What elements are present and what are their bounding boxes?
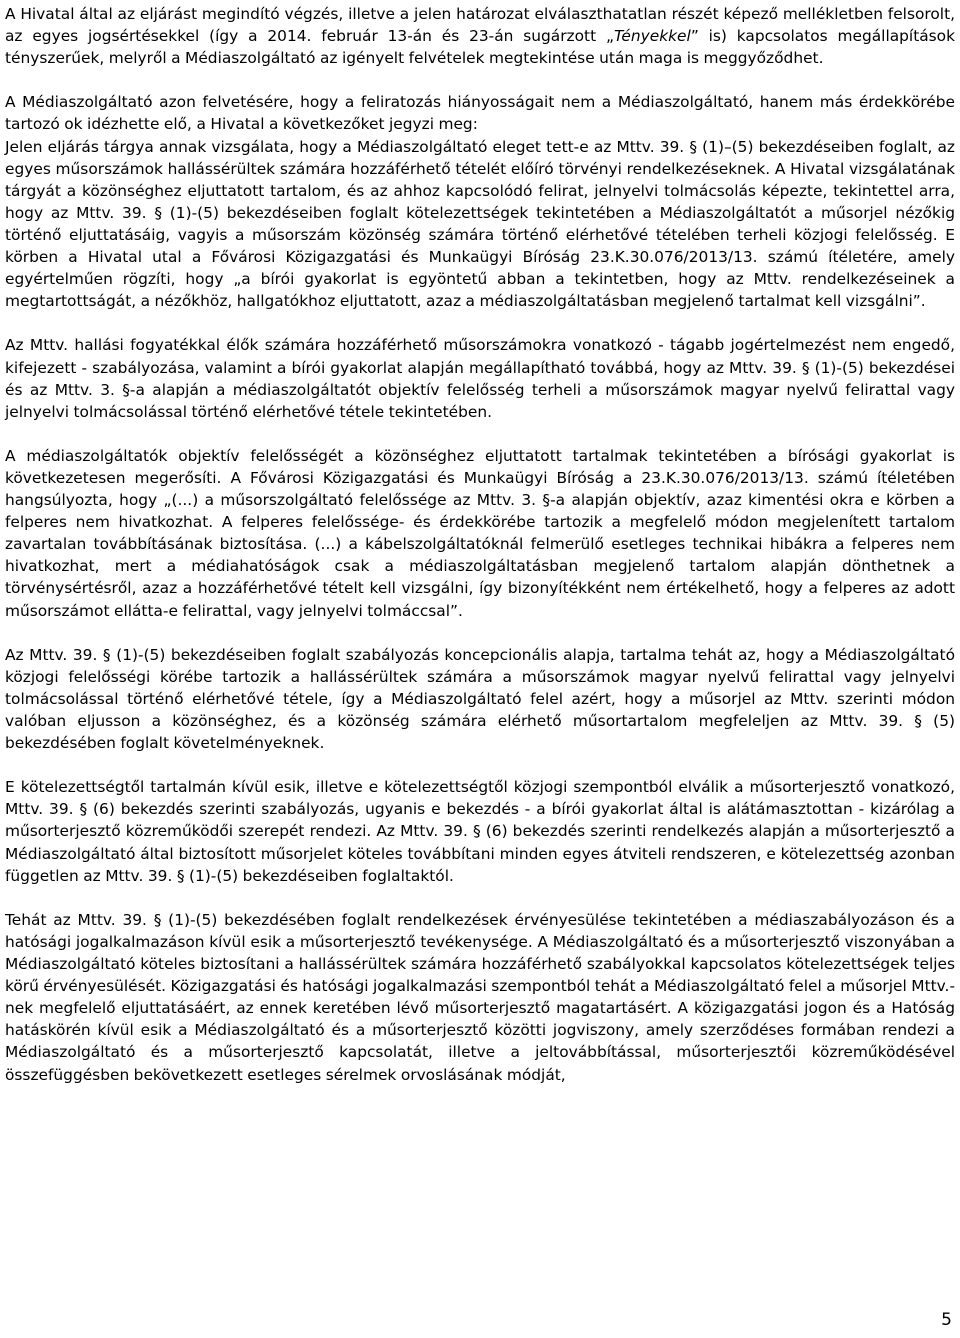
- paragraph-6: Az Mttv. 39. § (1)-(5) bekezdéseiben foglalt szabályozás koncepcionális alapja, tartalma tehát az, hogy a Médiaszolgáltató közjogi felelősségi körébe tartozik a hallássérültek számára a műsorszámok magyar nyelvű felirattal vagy jelnyelvi tolmácsolással történő elérhetővé tétele, így a Médiaszolgáltató felel azért, hogy a műsorjel az Mttv. szerinti módon valóban eljusson a közönséghez, és a közönség számára elérhető műsortartalom megfeleljen az Mttv. 39. § (5) bekezdésében foglalt követelményeknek.: [5, 645, 955, 753]
- paragraph-4: Az Mttv. hallási fogyatékkal élők számára hozzáférhető műsorszámokra vonatkozó - tágabb jogértelmezést nem engedő, kifejezett - szabályozása, valamint a bírói gyakorlat alapján megállapítható továbbá, hogy az Mttv. 39. § (1)-(5) bekezdései és az Mttv. 3. §-a alapján a médiaszolgáltatót objektív felelősség terheli a műsorszámok magyar nyelvű felirattal vagy jelnyelvi tolmácsolással történő elérhetővé tétele tekintetében.: [5, 336, 955, 421]
- paragraph-5: A médiaszolgáltatók objektív felelősségét a közönséghez eljuttatott tartalmak tekintetében a bírósági gyakorlat is következetesen megerősíti. A Fővárosi Közigazgatási és Munkaügyi Bíróság a 23.K.30.076/2013/13. számú ítéletében hangsúlyozta, hogy „(...) a műsorszolgáltató felelőssége az Mttv. 3. §-a alapján objektív, azaz kimentési okra e körben a felperes nem hivatkozhat. A felperes felelőssége- és érdekkörébe tartozik a megfelelő módon megjelenített tartalom zavartalan továbbításának biztosítása. (...) a kábelszolgáltatóknál felmerülő esetleges technikai hibákra a felperes nem hivatkozhat, mert a médiahatóságok csak a médiaszolgáltatásban megjelenő tartalom alapján dönthetnek a törvénysértésről, azaz a hozzáférhetővé tételt kell vizsgálni, így bizonyítékként nem értékelhető, hogy a felperes az adott műsorszámot ellátta-e felirattal, vagy jelnyelvi tolmáccsal”.: [5, 446, 955, 620]
- paragraph-1: [5, 3, 955, 69]
- paragraph-3: Jelen eljárás tárgya annak vizsgálata, hogy a Médiaszolgáltató eleget tett-e az Mttv. 39. § (1)–(5) bekezdéseiben foglalt, az egyes műsorszámok hallássérültek számára hozzáférhető tételét előíró törvényi rendelkezéseknek. A Hivatal vizsgálatának tárgyát a közönséghez eljuttatott tartalom, és az ahhoz kapcsolódó felirat, jelnyelvi tolmácsolás képezte, tekintettel arra, hogy az Mttv. 39. § (1)-(5) bekezdéseiben foglalt kötelezettségek tekintetében a Médiaszolgáltatót a műsorjel nézőkig történő eljuttatásáig, vagyis a műsorszám közönség számára történő elérhetővé tételében terheli közjogi felelősség. E körben a Hivatal utal a Fővárosi Közigazgatási és Munkaügyi Bíróság 23.K.30.076/2013/13. számú ítéletére, amely egyértelműen rögzíti, hogy „a bírói gyakorlat is egyöntetű abban a tekintetben, hogy az Mttv. rendelkezéseinek a megtartottságát, a nézőkhöz, hallgatókhoz eljuttatott, azaz a médiaszolgáltatásban megjelenő tartalmat kell vizsgálni”.: [5, 137, 955, 311]
- page-number: 5: [941, 1310, 952, 1330]
- paragraph-1-text-a: A Hivatal által az eljárást megindító végzés, illetve a jelen határozat elválaszthatatlan részét képező mellékletben felsorolt, az egyes jogsértésekkel (így a 2014. február 13-án és 23-án sugárzott „: [5, 5, 955, 46]
- paragraph-2: A Médiaszolgáltató azon felvetésére, hogy a feliratozás hiányosságait nem a Médiaszolgáltató, hanem más érdekkörébe tartozó ok idézhette elő, a Hivatal a következőket jegyzi meg:: [5, 93, 955, 134]
- document-page: [5, 3, 955, 1086]
- paragraph-8: Tehát az Mttv. 39. § (1)-(5) bekezdésében foglalt rendelkezések érvényesülése tekintetében a médiaszabályozáson és a hatósági jogalkalmazáson kívül esik a műsorterjesztő tevékenysége. A Médiaszolgáltató és a műsorterjesztő viszonyában a Médiaszolgáltató köteles biztosítani a hallássérültek számára hozzáférhető szabályokkal kapcsolatos kötelezettségek teljes körű érvényesülését. Közigazgatási és hatósági jogalkalmazási szempontból tehát a Médiaszolgáltató felel a műsorjel Mttv.-nek megfelelő eljuttatásáért, az ennek keretében lévő műsorterjesztő magatartásért. A közigazgatási jogon és a Hatóság hatáskörén kívül esik a Médiaszolgáltató és a műsorterjesztő közötti jogviszony, amely szerződéses formában rendezi a Médiaszolgáltató és a műsorterjesztő kapcsolatát, illetve a jeltovábbítással, műsorterjesztői közreműködésével összefüggésben bekövetkezett esetleges sérelmek orvoslásának módját,: [5, 910, 955, 1084]
- paragraph-7: E kötelezettségtől tartalmán kívül esik, illetve e kötelezettségtől közjogi szempontból elválik a műsorterjesztő vonatkozó, Mttv. 39. § (6) bekezdés szerinti szabályozás, ugyanis e bekezdés - a bírói gyakorlat által is alátámasztottan - kizárólag a műsorterjesztő közreműködői szerepét rendezi. Az Mttv. 39. § (6) bekezdés szerinti rendelkezés alapján a műsorterjesztő a Médiaszolgáltató által biztosított műsorjelet köteles továbbítani minden egyes átviteli rendszeren, e kötelezettség azonban független az Mttv. 39. § (1)-(5) bekezdéseiben foglaltaktól.: [5, 778, 955, 885]
- paragraph-1-text-b: ” is) kapcsolatos megállapítások tényszerűek, melyről a Médiaszolgáltató az igényelt felvételek megtekintése után maga is meggyőződhet.: [5, 27, 956, 68]
- paragraph-1-emphasis: Tényekkel: [613, 27, 691, 46]
